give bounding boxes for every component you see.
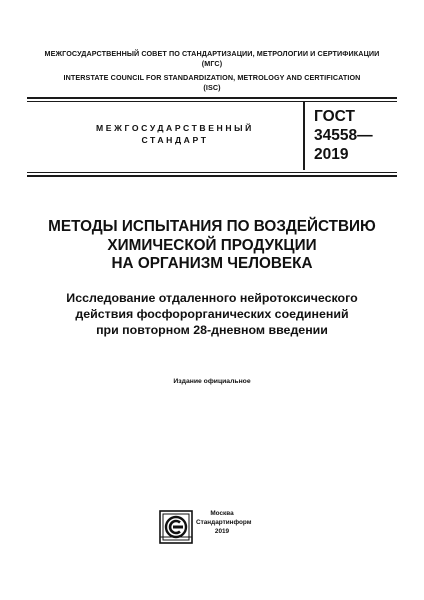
publisher-name: Стандартинформ [196, 518, 252, 526]
council-name-ru-text: МЕЖГОСУДАРСТВЕННЫЙ СОВЕТ ПО СТАНДАРТИЗАЦИИ, МЕТРОЛОГИИ И СЕРТИФИКАЦИИ [44, 49, 380, 58]
council-name-en [30, 73, 394, 93]
title-line3: НА ОРГАНИЗМ ЧЕЛОВЕКА [111, 255, 313, 272]
standard-divider-thin [27, 172, 397, 173]
council-name-en-text: INTERSTATE COUNCIL FOR STANDARDIZATION, METROLOGY AND CERTIFICATION [63, 73, 361, 82]
publisher-city: Москва [210, 510, 234, 517]
document-title [20, 218, 404, 274]
publisher-year: 2019 [214, 527, 230, 535]
gost-designation [314, 107, 373, 164]
title-line1: МЕТОДЫ ИСПЫТАНИЯ ПО ВОЗДЕЙСТВИЮ [48, 218, 376, 235]
title-line2: ХИМИЧЕСКОЙ ПРОДУКЦИИ [107, 236, 317, 254]
standard-divider-thick [27, 175, 397, 177]
council-abbr-en: (ISC) [203, 83, 221, 92]
header-divider-thin [27, 101, 397, 102]
header-divider-thick [27, 97, 397, 99]
gost-year: 2019 [314, 146, 349, 163]
gost-label: ГОСТ [314, 108, 355, 125]
standartinform-logo-icon [159, 510, 193, 544]
standard-type-line2: СТАНДАРТ [141, 135, 209, 145]
subtitle-line2: действия фосфорорганических соединений [75, 307, 349, 321]
gost-number: 34558— [314, 127, 373, 144]
document-subtitle [20, 290, 404, 338]
council-abbr-ru: (МГС) [201, 59, 223, 68]
gost-vertical-divider [303, 102, 305, 170]
council-name-ru [30, 49, 394, 69]
subtitle-line3: при повторном 28-дневном введении [96, 323, 328, 337]
standard-type [60, 122, 290, 146]
publisher-info [196, 510, 252, 536]
edition-note: Издание официальное [173, 378, 251, 385]
subtitle-line1: Исследование отдаленного нейротоксического [66, 291, 358, 305]
standard-type-line1: МЕЖГОСУДАРСТВЕННЫЙ [96, 123, 254, 133]
